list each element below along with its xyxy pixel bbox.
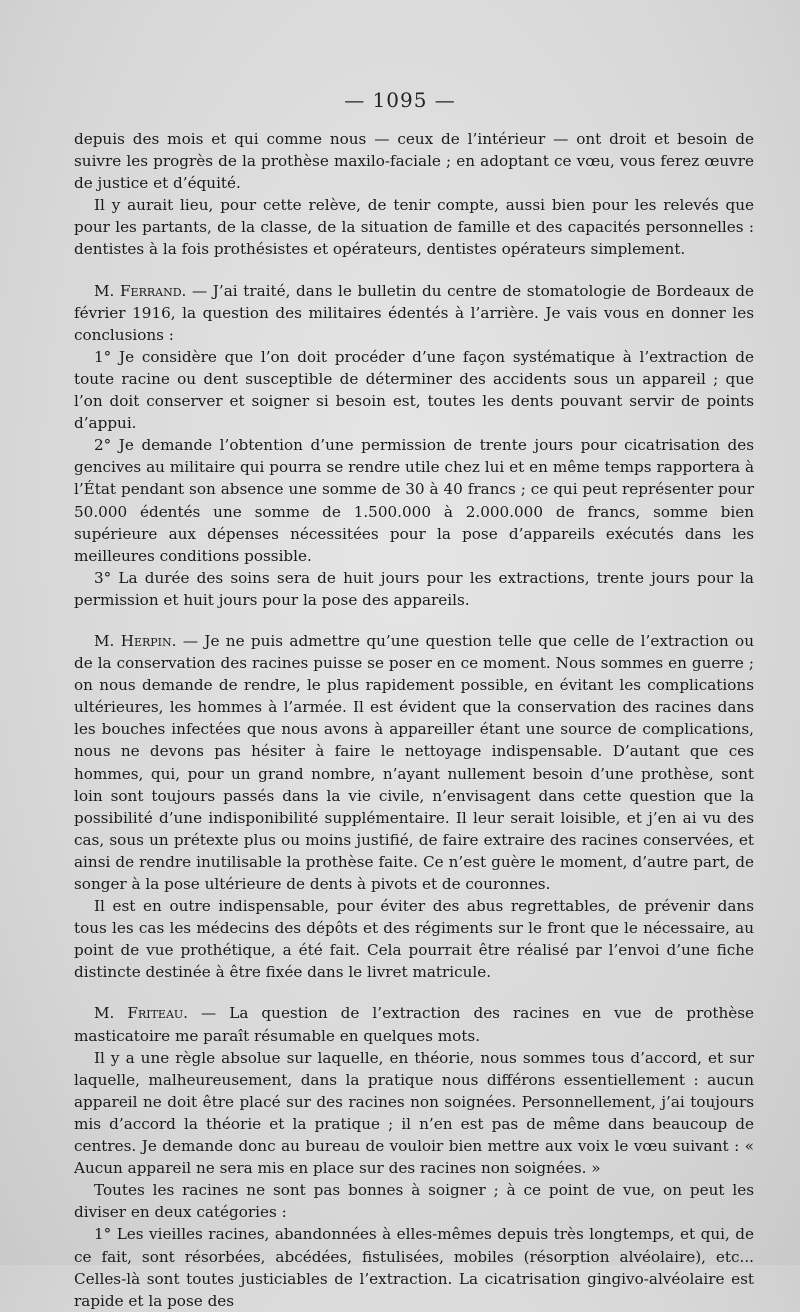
- speaker-name: M. Herpin.: [94, 631, 177, 650]
- paragraph-ferrand: [74, 280, 754, 346]
- paragraph-text: 2° Je demande l’obtention d’une permission de trente jours pour cicatrisation des gencives au militaire qui pourra se rendre utile chez lui et en même temps rapportera à l’État pendant son absence une somme de 30 à 40 francs ; ce qui peut représenter pour 50.000 édentés une somme de 1.500.000 à 2.000.000 de francs, somme bien supérieure aux dépenses nécessitées pour la pose d’appareils exécutés dans les meilleures conditions possible.: [74, 436, 754, 565]
- speaker-name: M. Ferrand.: [94, 281, 187, 300]
- paragraph-text: 1° Je considère que l’on doit procéder d’une façon systématique à l’extraction de toute racine ou dent susceptible de déterminer des accidents sous un appareil ; que l’on doit conserver et soigner si besoin est, toutes les dents pouvant servir de points d’appui.: [74, 347, 754, 433]
- paragraph: [74, 1047, 754, 1180]
- paragraph: [74, 346, 754, 434]
- paragraph-text: — Je ne puis admettre qu’une question telle que celle de l’extraction ou de la conservation des racines puisse se poser en ce moment. Nous sommes en guerre ; on nous demande de rendre, le plus rapidement possible, en évitant les complications ultérieures, les hommes à l’armée. Il est évident que la conservation des racines dans les bouches infectées que nous avons à appareiller étant une source de complications, nous ne devons pas hésiter à faire le nettoyage indispensable. D’autant que ces hommes, qui, pour un grand nombre, n’ayant nullement besoin d’une prothèse, sont loin sont toujours passés dans la vie civile, n’envisagent dans cette question que la possibilité d’une indisponibilité supplémentaire. Il leur serait loisible, et j’en ai vu des cas, sous un prétexte plus ou moins justifié, de faire extraire des racines conservées, et ainsi de rendre inutilisable la prothèse faite. Ce n’est guère le moment, d’autre part, de songer à la pose ultérieure de dents à pivots et de couronnes.: [74, 631, 754, 893]
- paragraph: [74, 1223, 754, 1311]
- paragraph: [74, 895, 754, 983]
- paragraph: [74, 194, 754, 260]
- body-text: [74, 128, 754, 1312]
- paragraph-text: Il y a une règle absolue sur laquelle, en théorie, nous sommes tous d’accord, et sur laquelle, malheureusement, dans la pratique nous différons essentiellement : aucun appareil ne doit être placé sur des racines non soignées. Personnellement, j’ai toujours mis d’accord la théorie et la pratique ; il n’en est pas de même dans beaucoup de centres. Je demande donc au bureau de vouloir bien mettre aux voix le vœu suivant : « Aucun appareil ne sera mis en place sur des racines non soignées. »: [74, 1048, 754, 1178]
- paragraph-text: 1° Les vieilles racines, abandonnées à elles-mêmes depuis très longtemps, et qui, de ce fait, sont résorbées, abcédées, fistulisées, mobiles (résorption alvéolaire), etc... Celles-là sont toutes justiciables de l’extraction. La cicatrisation gingivo-alvéolaire est rapide et la pose des: [74, 1225, 754, 1310]
- paragraph-continuation: [74, 128, 754, 194]
- paragraph: [74, 1179, 754, 1223]
- paragraph-text: Il y aurait lieu, pour cette relève, de tenir compte, aussi bien pour les relevés que pour les partants, de la classe, de la situation de famille et des capacités personnelles : dentistes à la fois prothésistes et opérateurs, dentistes opérateurs simplement.: [74, 196, 754, 259]
- paragraph: [74, 567, 754, 611]
- paragraph-friteau: [74, 1002, 754, 1046]
- paragraph-text: Toutes les racines ne sont pas bonnes à soigner ; à ce point de vue, on peut les diviser en deux catégories :: [74, 1181, 754, 1222]
- page-number: — 1095 —: [344, 88, 456, 112]
- paragraph: [74, 434, 754, 567]
- paragraph-text: 3° La durée des soins sera de huit jours pour les extractions, trente jours pour la permission et huit jours pour la pose des appareils.: [74, 568, 754, 609]
- paragraph-text: — J’ai traité, dans le bulletin du centre de stomatologie de Bordeaux de février 1916, la question des militaires édentés à l’arrière. Je vais vous en donner les conclusions :: [74, 281, 754, 344]
- paragraph-text: depuis des mois et qui comme nous — ceux de l’intérieur — ont droit et besoin de suivre les progrès de la prothèse maxilo-faciale ; en adoptant ce vœu, vous ferez œuvre de justice et d’équité.: [74, 130, 754, 193]
- speaker-name: M. Friteau.: [94, 1004, 188, 1023]
- paragraph-text: Il est en outre indispensable, pour éviter des abus regrettables, de prévenir dans tous les cas les médecins des dépôts et des régiments sur le front que le nécessaire, au point de vue prothétique, a été fait. Cela pourrait être réalisé par l’envoi d’une fiche distincte destinée à être fixée dans le livret matricule.: [74, 897, 754, 982]
- paragraph-herpin: [74, 630, 754, 895]
- paragraph-text: — La question de l’extraction des racines en vue de prothèse masticatoire me paraît résumable en quelques mots.: [74, 1004, 755, 1045]
